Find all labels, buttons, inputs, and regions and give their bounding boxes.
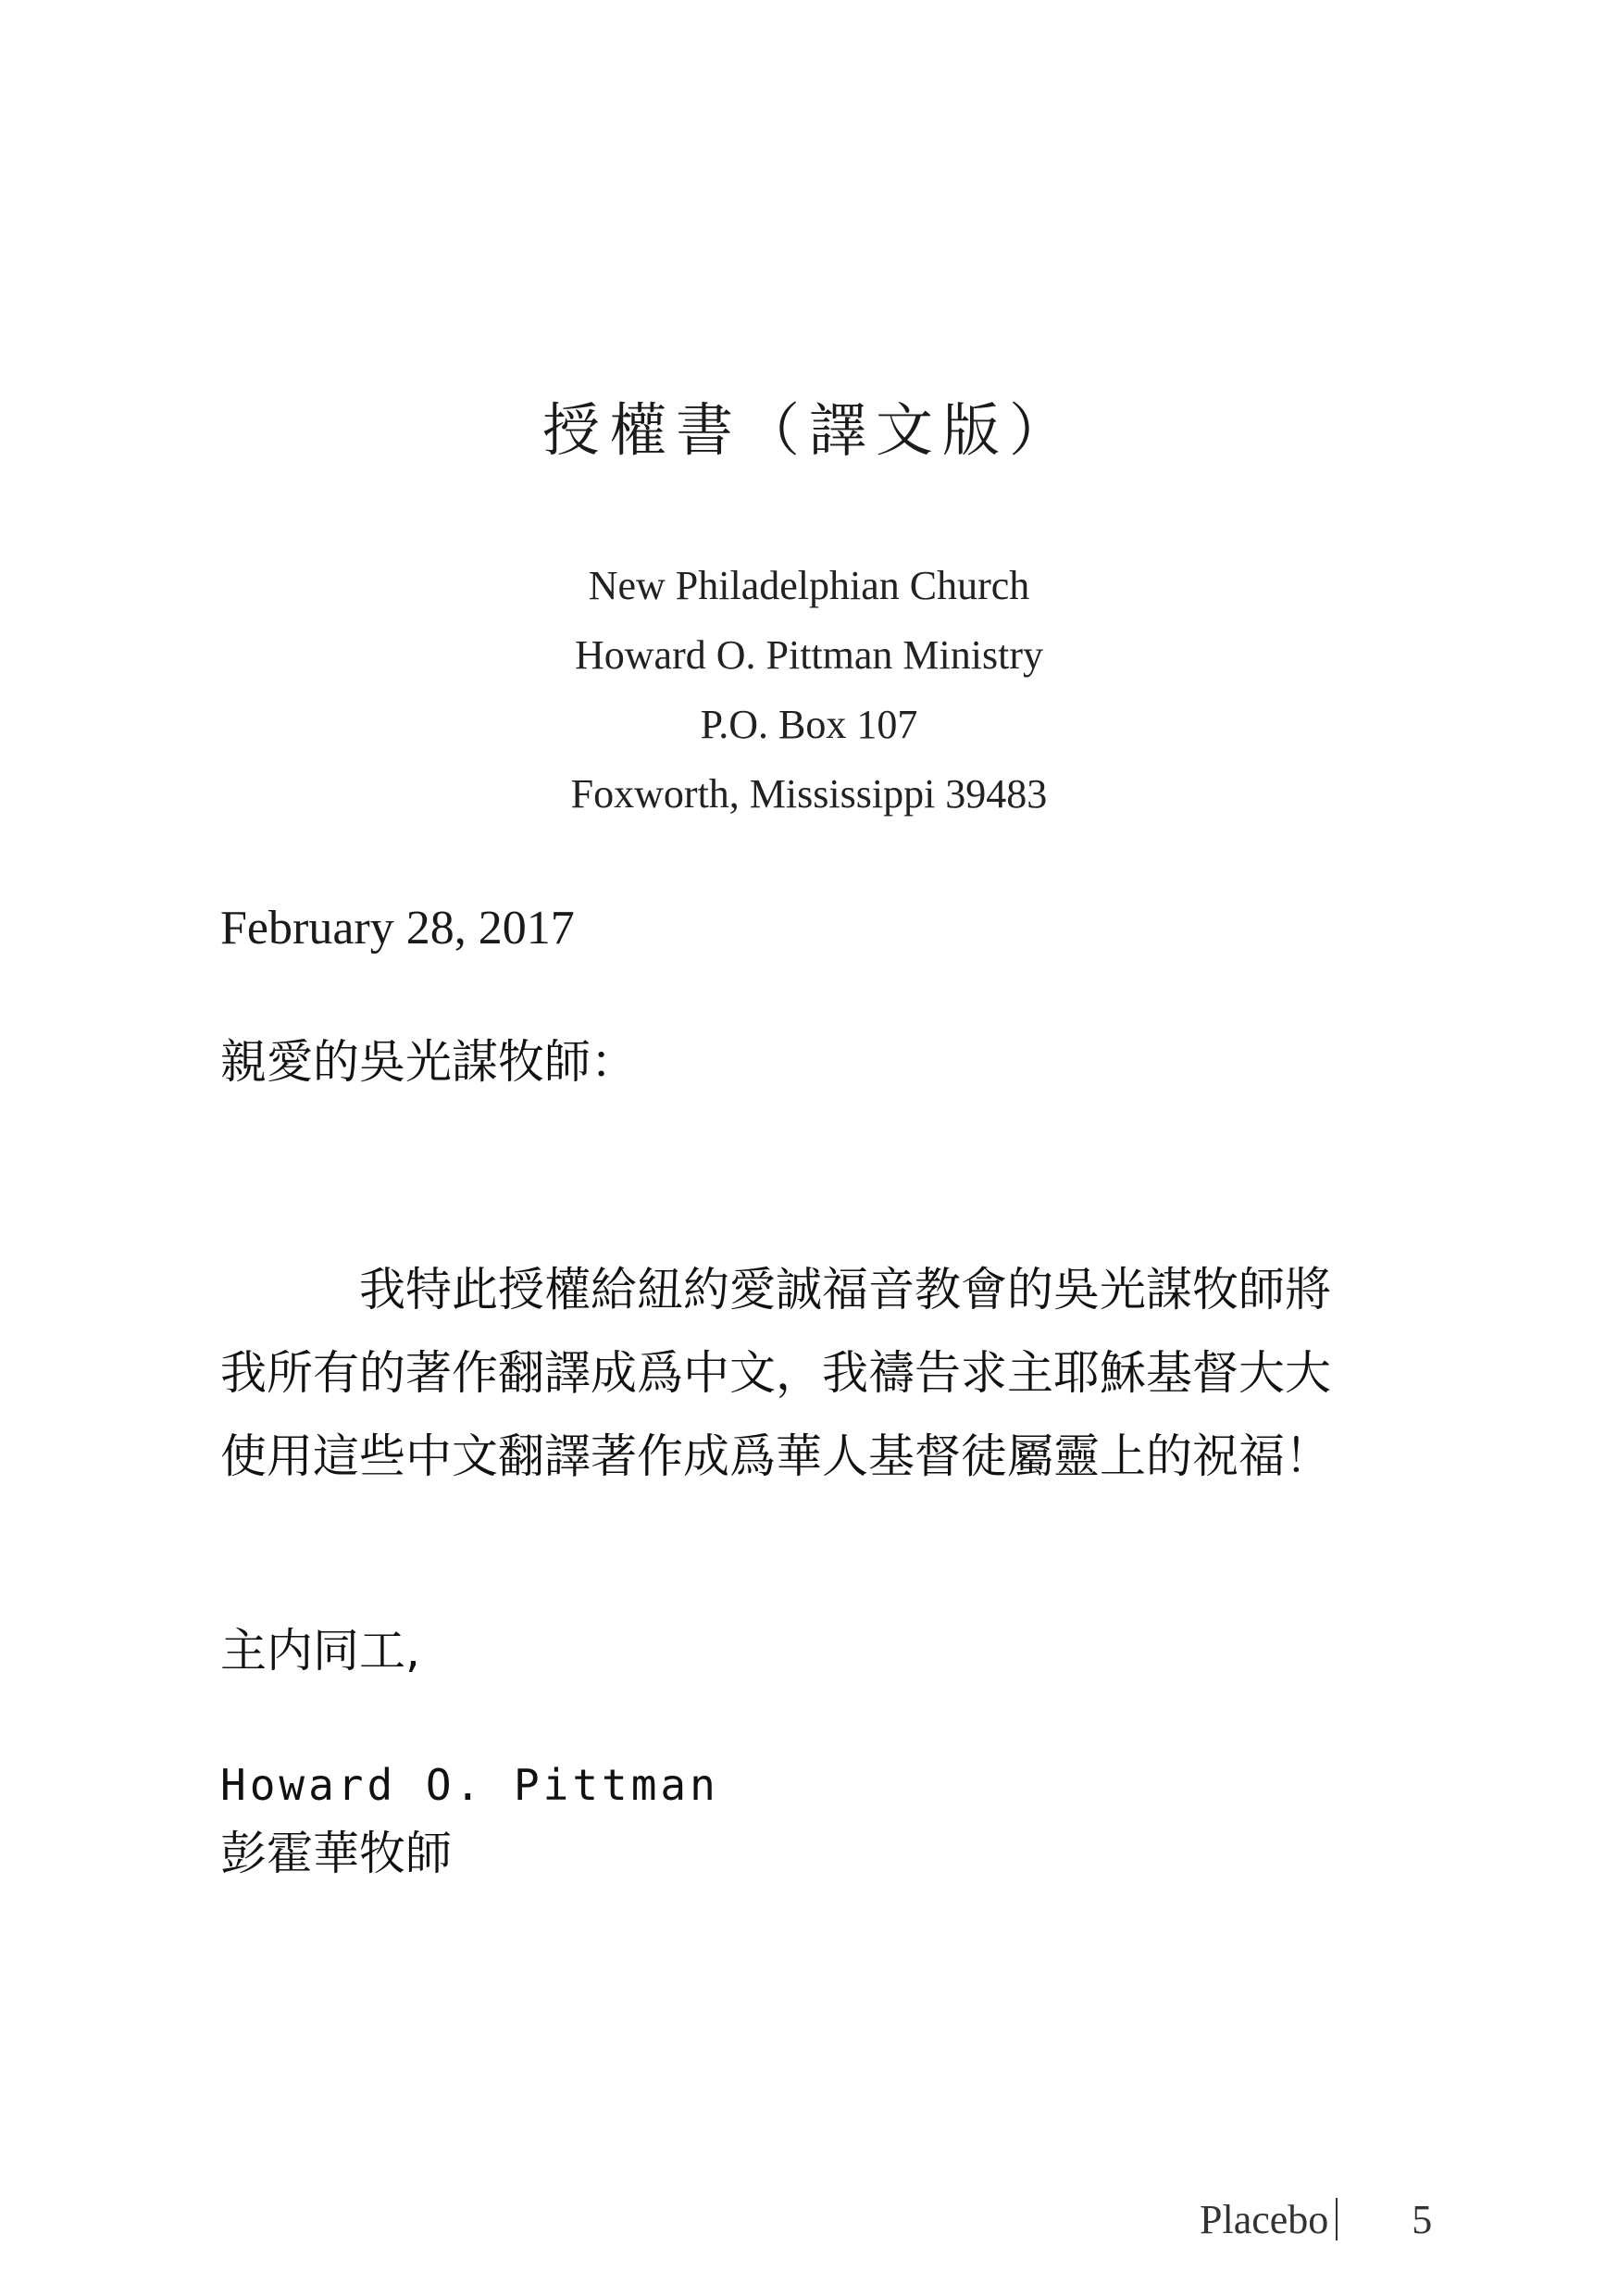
signature-title: 彭霍華牧師 <box>220 1827 452 1880</box>
signature-name: Howard O. Pittman <box>220 1760 719 1810</box>
running-title: Placebo <box>1200 2197 1329 2242</box>
letter-body <box>220 1248 1433 1498</box>
body-line: 我所有的著作翻譯成爲中文，我禱告求主耶穌基督大大 <box>220 1346 1331 1400</box>
footer-separator <box>1336 2198 1338 2240</box>
address-line-ministry: Howard O. Pittman Ministry <box>575 632 1043 678</box>
address-line-po-box: P.O. Box 107 <box>700 702 918 747</box>
address-line-city-state: Foxworth, Mississippi 39483 <box>570 771 1048 817</box>
letterhead-address <box>0 551 1618 829</box>
page-footer <box>1200 2192 1432 2248</box>
body-line: 使用這些中文翻譯著作成爲華人基督徒屬靈上的祝福！ <box>220 1429 1331 1483</box>
salutation: 親愛的吳光謀牧師： <box>220 1035 637 1089</box>
body-line: 我特此授權給紐約愛誠福音教會的吳光謀牧師將 <box>359 1263 1331 1316</box>
letter-closing: 主内同工, <box>220 1624 420 1678</box>
document-title: 授權書（譯文版） <box>541 396 1076 464</box>
page-number: 5 <box>1412 2197 1433 2242</box>
address-line-organization: New Philadelphian Church <box>588 563 1030 608</box>
letter-date: February 28, 2017 <box>220 902 575 955</box>
